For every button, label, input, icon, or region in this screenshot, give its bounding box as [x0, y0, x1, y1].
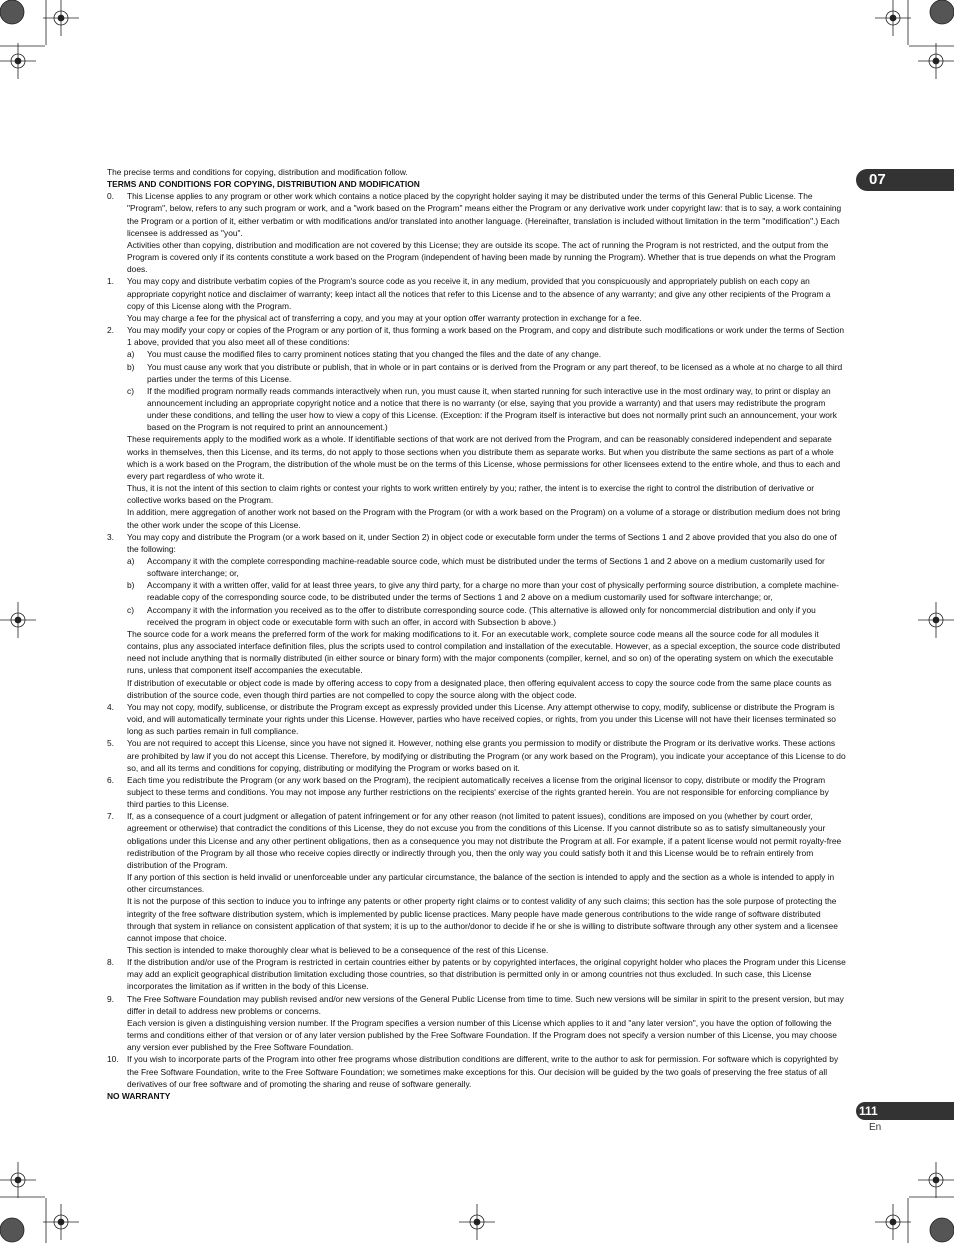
section-number: 6.	[107, 774, 114, 785]
page-number: 111	[859, 1104, 878, 1118]
section-paragraph: The Free Software Foundation may publish revised and/or new versions of the General Public License from time to time. Such new versions will be similar in spirit to the present version, but may differ in detail to address new problems or concerns.	[127, 993, 844, 1016]
section-paragraph: If distribution of executable or object code is made by offering access to copy from a designated place, then offering equivalent access to copy the source code from the same place counts as distribution of the source code, even though third parties are not compelled to copy the source along with the object code.	[127, 677, 832, 700]
subsection-letter: c)	[127, 604, 134, 615]
section-paragraph: You may copy and distribute verbatim copies of the Program's source code as you receive it, in any medium, provided that you conspicuously and appropriately publish on each copy an appropriate copyright notice and disclaimer of warranty; keep intact all the notices that refer to this License and to the absence of any warranty; and give any other recipients of the Program a copy of this License along with the Program.	[127, 276, 831, 311]
registration-target	[875, 1204, 911, 1240]
registration-target	[43, 0, 79, 36]
subsection-text: Accompany it with the information you received as to the offer to distribute corresponding source code. (This alternative is allowed only for noncommercial distribution and only if you received the program in object code or executable form with such an offer, in accord with Subsection b above.)	[147, 604, 816, 627]
sections-list	[107, 190, 846, 1090]
subsection-letter: a)	[127, 349, 135, 360]
registration-target	[918, 1162, 954, 1198]
color-rosette	[930, 0, 954, 24]
subsection-text: You must cause any work that you distribute or publish, that in whole or in part contains or is derived from the Program or any part thereof, to be licensed as a whole at no charge to all third parties under the terms of this License.	[147, 361, 843, 384]
subsection-item	[127, 361, 846, 385]
registration-target	[0, 43, 36, 79]
color-rosette	[0, 1218, 24, 1242]
license-text	[107, 166, 846, 1102]
section-0	[107, 190, 846, 275]
section-paragraph: Each time you redistribute the Program (or any work based on the Program), the recipient automatically receives a license from the original licensor to copy, distribute or modify the Program subject to these terms and conditions. You may not impose any further restrictions on the recipients' exercise of the rights granted herein. You are not responsible for enforcing compliance by third parties to this License.	[127, 774, 829, 810]
section-number: 4.	[107, 701, 114, 712]
registration-target	[875, 0, 911, 36]
color-rosette	[0, 0, 24, 24]
registration-target	[918, 43, 954, 79]
section-paragraph: You may charge a fee for the physical act of transferring a copy, and you may at your option offer warranty protection in exchange for a fee.	[127, 312, 642, 323]
color-rosette	[930, 1218, 954, 1242]
section-paragraph: If any portion of this section is held invalid or unenforceable under any particular circumstance, the balance of the section is intended to apply and the section as a whole is intended to apply in other circumstances.	[127, 872, 835, 895]
subsection-item	[127, 555, 846, 579]
section-number: 3.	[107, 531, 114, 542]
subsection-letter: a)	[127, 556, 135, 566]
section-2	[107, 324, 846, 531]
subsection-text: Accompany it with a written offer, valid for at least three years, to give any third party, for a charge no more than your cost of physically performing source distribution, a complete machine-readable copy of the corresponding source code, to be distributed under the terms of Sections 1 and 2 above on a medium customarily used for software interchange; or,	[147, 580, 839, 603]
subsection-text: If the modified program normally reads commands interactively when run, you must cause it, when started running for such interactive use in the most ordinary way, to print or display an announcement including an appropriate copyright notice and a notice that there is no warranty (or else, saying that you provide a warranty) and that users may redistribute the program under these conditions, and telling the user how to view a copy of this License. (Exception: if the Program itself is interactive but does not normally print such an announcement, your work based on the Program is not required to print an announcement.)	[147, 385, 837, 433]
registration-target	[43, 1204, 79, 1240]
section-5	[107, 737, 846, 773]
subsection-text: Accompany it with the complete corresponding machine-readable source code, which must be distributed under the terms of Sections 1 and 2 above on a medium customarily used for software interchange; or,	[147, 556, 825, 579]
page-number-tab	[856, 1102, 954, 1120]
section-paragraph: You may copy and distribute the Program (or a work based on it, under Section 2) in object code or executable form under the terms of Sections 1 and 2 above provided that you also do one of the following:	[127, 531, 837, 554]
section-paragraph: Thus, it is not the intent of this section to claim rights or contest your rights to work written entirely by you; rather, the intent is to exercise the right to control the distribution of derivative or collective works based on the Program.	[127, 483, 815, 506]
subsection-item	[127, 385, 846, 434]
section-number: 1.	[107, 276, 114, 287]
subsection-item	[127, 604, 846, 628]
subsection-item	[127, 348, 846, 360]
subsection-item	[127, 579, 846, 603]
registration-target	[0, 1162, 36, 1198]
page-language: En	[869, 1122, 882, 1133]
subsection-text: You must cause the modified files to carry prominent notices stating that you changed the files and the date of any change.	[147, 349, 602, 360]
registration-target	[918, 602, 954, 638]
terms-heading: TERMS AND CONDITIONS FOR COPYING, DISTRIBUTION AND MODIFICATION	[107, 179, 420, 190]
intro-line: The precise terms and conditions for copying, distribution and modification follow.	[107, 167, 408, 177]
registration-target	[459, 1204, 495, 1240]
section-3	[107, 531, 846, 701]
section-paragraph: It is not the purpose of this section to induce you to infringe any patents or other property right claims or to contest validity of any such claims; this section has the sole purpose of protecting the integrity of the free software distribution system, which is implemented by public license practices. Many people have made generous contributions to the wide range of software distributed through that system in reliance on consistent application of that system; it is up to the author/donor to decide if he or she is willing to distribute software through any other system and a licensee cannot impose that choice.	[127, 896, 838, 943]
subsection-letter: b)	[127, 580, 135, 591]
section-10	[107, 1053, 846, 1089]
chapter-tab	[856, 169, 954, 191]
section-paragraph: These requirements apply to the modified work as a whole. If identifiable sections of that work are not derived from the Program, and can be reasonably considered independent and separate works in themselves, then this License, and its terms, do not apply to those sections when you distribute them as separate works. But when you distribute the same sections as part of a whole which is a work based on the Program, the distribution of the whole must be on the terms of this License, whose permissions for other licensees extend to the entire whole, and thus to each and every part regardless of who wrote it.	[127, 434, 841, 481]
section-paragraph: Each version is given a distinguishing version number. If the Program specifies a version number of this License which applies to it and "any later version", you have the option of following the terms and conditions either of that version or of any later version published by the Free Software Foundation. If the Program does not specify a version number of this License, you may choose any version ever published by the Free Software Foundation.	[127, 1017, 837, 1053]
section-1	[107, 275, 846, 324]
section-number: 7.	[107, 811, 114, 822]
registration-target	[0, 602, 36, 638]
section-6	[107, 774, 846, 810]
section-8	[107, 956, 846, 992]
section-number: 8.	[107, 957, 114, 968]
chapter-number: 07	[869, 171, 886, 188]
section-paragraph: You may not copy, modify, sublicense, or distribute the Program except as expressly provided under this License. Any attempt otherwise to copy, modify, sublicense or distribute the Program is void, and will automatically terminate your rights under this License. However, parties who have received copies, or rights, from you under this License will not have their licenses terminated so long as such parties remain in full compliance.	[127, 701, 836, 737]
section-paragraph: This License applies to any program or other work which contains a notice placed by the copyright holder saying it may be distributed under the terms of this General Public License. The "Program", below, refers to any such program or work, and a "work based on the Program" means either the Program or any derivative work under copyright law: that is to say, a work containing the Program or a portion of it, either verbatim or with modifications and/or translated into another language. (Hereinafter, translation is included without limitation in the term "modification".) Each licensee is addressed as "you".	[127, 191, 842, 238]
section-4	[107, 701, 846, 737]
section-number: 10.	[107, 1054, 119, 1065]
section-paragraph: You may modify your copy or copies of the Program or any portion of it, thus forming a work based on the Program, and copy and distribute such modifications or work under the terms of Section 1 above, provided that you also meet all of these conditions:	[127, 325, 845, 348]
section-paragraph: Activities other than copying, distribution and modification are not covered by this License; they are outside its scope. The act of running the Program is not restricted, and the output from the Program is covered only if its contents constitute a work based on the Program (independent of having been made by running the Program). Whether that is true depends on what the Program does.	[127, 239, 836, 275]
section-paragraph: In addition, mere aggregation of another work not based on the Program with the Program (or with a work based on the Program) on a volume of a storage or distribution medium does not bring the other work under the scope of this License.	[127, 507, 841, 530]
no-warranty-heading: NO WARRANTY	[107, 1090, 171, 1101]
section-paragraph: You are not required to accept this License, since you have not signed it. However, nothing else grants you permission to modify or distribute the Program or its derivative works. These actions are prohibited by law if you do not accept this License. Therefore, by modifying or distributing the Program (or any work based on the Program), you indicate your acceptance of this License to do so, and all its terms and conditions for copying, distributing or modifying the Program or works based on it.	[127, 738, 846, 773]
section-paragraph: The source code for a work means the preferred form of the work for making modifications to it. For an executable work, complete source code means all the source code for all modules it contains, plus any associated interface definition files, plus the scripts used to control compilation and installation of the executable. However, as a special exception, the source code distributed need not include anything that is normally distributed (in either source or binary form) with the major components (compiler, kernel, and so on) of the operating system on which the executable runs, unless that component itself accompanies the executable.	[127, 628, 841, 676]
subsection-letter: b)	[127, 361, 135, 372]
section-number: 0.	[107, 191, 114, 202]
section-paragraph: If, as a consequence of a court judgment or allegation of patent infringement or for any other reason (not limited to patent issues), conditions are imposed on you (whether by court order, agreement or otherwise) that contradict the conditions of this License, they do not excuse you from the conditions of this License. If you cannot distribute so as to satisfy simultaneously your obligations under this License and any other pertinent obligations, then as a consequence you may not distribute the Program at all. For example, if a patent license would not permit royalty-free redistribution of the Program by all those who receive copies directly or indirectly through you, then the only way you could satisfy both it and this License would be to refrain entirely from distribution of the Program.	[127, 811, 842, 870]
section-paragraph: This section is intended to make thoroughly clear what is believed to be a consequence of the rest of this License.	[127, 945, 549, 955]
subsection-letter: c)	[127, 385, 134, 396]
section-7	[107, 810, 846, 956]
section-paragraph: If you wish to incorporate parts of the Program into other free programs whose distribution conditions are different, write to the author to ask for permission. For software which is copyrighted by the Free Software Foundation, write to the Free Software Foundation; we sometimes make exceptions for this. Our decision will be guided by the two goals of preserving the free status of all derivatives of our free software and of promoting the sharing and reuse of software generally.	[127, 1054, 839, 1089]
section-number: 5.	[107, 738, 114, 749]
section-number: 2.	[107, 325, 114, 336]
section-9	[107, 993, 846, 1054]
section-number: 9.	[107, 993, 114, 1004]
section-paragraph: If the distribution and/or use of the Program is restricted in certain countries either by patents or by copyrighted interfaces, the original copyright holder who places the Program under this License may add an explicit geographical distribution limitation excluding those countries, so that distribution is permitted only in or among countries not thus excluded. In such case, this License incorporates the limitation as if written in the body of this License.	[127, 957, 846, 992]
